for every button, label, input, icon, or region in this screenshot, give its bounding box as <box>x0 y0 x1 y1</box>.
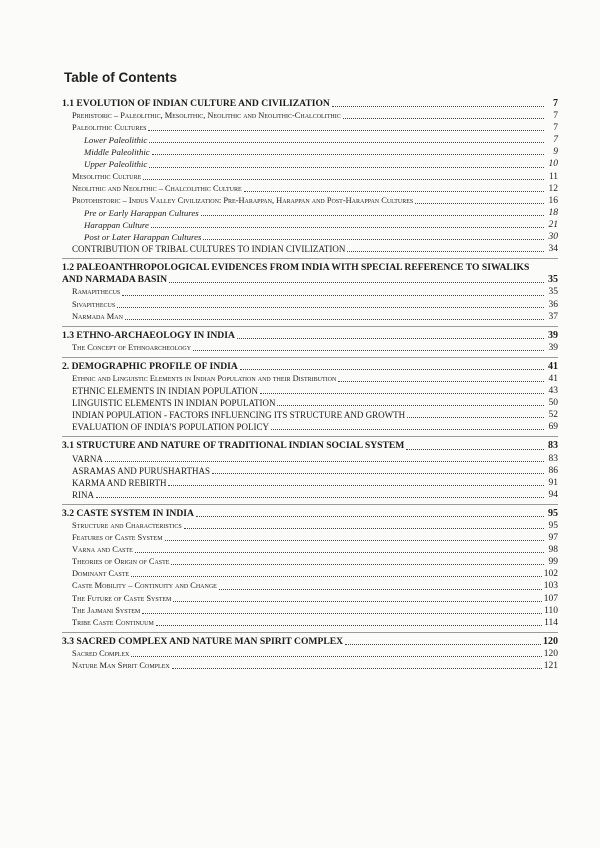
toc-entry-title: CONTRIBUTION OF TRIBAL CULTURES TO INDIAN CIVILIZATION <box>72 244 346 255</box>
toc-page-number: 39 <box>548 342 558 353</box>
toc-page-number: 7 <box>553 98 558 109</box>
dot-leader <box>415 203 544 204</box>
toc-subsub-entry[interactable] <box>62 134 558 146</box>
dot-leader <box>96 497 544 498</box>
dot-leader <box>152 154 544 155</box>
toc-page-number: 97 <box>548 533 558 544</box>
toc-heading-entry[interactable] <box>62 98 558 110</box>
toc-entry-title: Harappan Culture <box>84 219 149 230</box>
toc-entry-title: Prehistoric – Paleolithic, Mesolithic, Neolithic and Neolithic-Chalcolithic <box>72 111 341 121</box>
toc-heading-entry[interactable] <box>62 440 558 452</box>
toc-entry-title: ETHNIC ELEMENTS IN INDIAN POPULATION <box>72 386 258 397</box>
toc-entry-title: Upper Paleolithic <box>84 159 148 170</box>
toc-page-number: 121 <box>543 661 558 672</box>
toc-entry-title: Paleolithic Cultures <box>72 123 147 133</box>
dot-leader <box>148 130 544 131</box>
table-of-contents <box>62 98 558 672</box>
toc-page-number: 41 <box>548 373 558 384</box>
dot-leader <box>193 350 544 351</box>
toc-sub-entry[interactable] <box>62 556 558 568</box>
toc-sub-entry[interactable] <box>62 660 558 672</box>
toc-sub-entry[interactable] <box>62 605 558 617</box>
toc-page-number: 7 <box>553 135 558 146</box>
toc-page-number: 103 <box>543 581 558 592</box>
toc-page-number: 120 <box>543 648 558 659</box>
toc-sub-entry[interactable] <box>62 110 558 122</box>
toc-entry-title: EVALUATION OF INDIA'S POPULATION POLICY <box>72 422 269 433</box>
toc-entry-title: Structure and Characteristics <box>72 521 182 530</box>
toc-entry-title: 2. DEMOGRAPHIC PROFILE OF INDIA <box>62 360 238 372</box>
toc-page-number: 94 <box>548 489 558 500</box>
toc-entry-title: Post or Later Harappan Cultures <box>84 232 202 243</box>
dot-leader <box>201 215 544 216</box>
toc-entry-title: KARMA AND REBIRTH <box>72 477 167 488</box>
toc-entry-title: 3.3 SACRED COMPLEX AND NATURE MAN SPIRIT COMPLEX <box>62 635 344 647</box>
toc-entry-title: Lower Paleolithic <box>84 135 148 146</box>
toc-page-number: 11 <box>548 171 558 182</box>
toc-entry-title: Features of Caste System <box>72 533 163 543</box>
toc-sub-entry[interactable] <box>62 171 558 183</box>
dot-leader <box>332 106 544 107</box>
toc-sub-entry[interactable] <box>62 648 558 660</box>
toc-sub-entry[interactable] <box>62 580 558 592</box>
toc-page-number: 43 <box>548 386 558 397</box>
dot-leader <box>131 656 541 657</box>
dot-leader <box>407 417 544 418</box>
dot-leader <box>260 393 544 394</box>
toc-page-number: 30 <box>548 232 558 243</box>
dot-leader <box>172 668 542 669</box>
toc-entry-title: 1.1 EVOLUTION OF INDIAN CULTURE AND CIVILIZATION <box>62 98 330 109</box>
toc-sub-entry[interactable] <box>62 195 558 207</box>
toc-sub-entry[interactable] <box>62 520 558 532</box>
toc-sub-entry[interactable] <box>62 299 558 311</box>
toc-page-number: 102 <box>543 569 558 580</box>
dot-leader <box>143 179 544 180</box>
toc-page-number: 99 <box>548 557 558 568</box>
dot-leader <box>165 540 544 541</box>
toc-entry-title: VARNA <box>72 453 103 464</box>
toc-page-number: 83 <box>548 440 558 452</box>
toc-heading-line: 1.2 PALEOANTHROPOLOGICAL EVIDENCES FROM INDIA WITH SPECIAL REFERENCE TO SIWALIKS <box>62 262 530 274</box>
toc-sub-entry[interactable] <box>62 122 558 134</box>
toc-entry-title: Dominant Caste <box>72 569 130 579</box>
toc-entry-title: INDIAN POPULATION - FACTORS INFLUENCING ITS STRUCTURE AND GROWTH <box>72 410 406 421</box>
dot-leader <box>149 142 544 143</box>
toc-subsub-entry[interactable] <box>62 146 558 158</box>
dot-leader <box>125 319 544 320</box>
toc-entry-title: 1.3 ETHNO-ARCHAEOLOGY IN INDIA <box>62 329 235 341</box>
toc-sub-entry[interactable] <box>62 373 558 385</box>
toc-entry-title: LINGUISTIC ELEMENTS IN INDIAN POPULATION <box>72 398 276 409</box>
toc-page-number: 7 <box>553 123 558 134</box>
toc-entry-title: The Future of Caste System <box>72 593 172 603</box>
toc-page-number: 16 <box>548 195 558 206</box>
dot-leader <box>271 429 544 430</box>
toc-sub-entry[interactable] <box>62 243 558 255</box>
toc-sub-entry[interactable] <box>62 342 558 354</box>
toc-heading-entry[interactable] <box>62 361 558 373</box>
toc-page-number: 34 <box>548 244 558 255</box>
dot-leader <box>219 589 542 590</box>
dot-leader <box>149 167 544 168</box>
dot-leader <box>173 601 541 602</box>
toc-subsub-entry[interactable] <box>62 219 558 231</box>
toc-subsub-entry[interactable] <box>62 158 558 170</box>
toc-entry-title: Sivapithecus <box>72 299 116 309</box>
section-divider <box>62 632 558 633</box>
dot-leader <box>105 461 544 462</box>
toc-entry-title: Pre or Early Harappan Cultures <box>84 207 199 218</box>
toc-entry-title: 3.2 CASTE SYSTEM IN INDIA <box>62 507 194 519</box>
toc-page-number: 37 <box>548 311 558 322</box>
dot-leader <box>343 118 544 119</box>
toc-sub-entry[interactable] <box>62 397 558 409</box>
section-divider <box>62 326 558 327</box>
toc-page-number: 52 <box>548 410 558 421</box>
dot-leader <box>142 613 542 614</box>
toc-heading-entry[interactable] <box>62 508 558 520</box>
dot-leader <box>212 473 544 474</box>
toc-entry-title: The Jajmani System <box>72 605 141 615</box>
toc-page-number: 41 <box>548 360 558 372</box>
toc-entry-title: Varna and Caste <box>72 545 133 555</box>
toc-page-number: 36 <box>548 299 558 310</box>
toc-page-number: 95 <box>548 507 558 519</box>
dot-leader <box>168 485 544 486</box>
toc-sub-entry[interactable] <box>62 453 558 465</box>
toc-entry-title: Ethnic and Linguistic Elements in Indian Population and their Distribution <box>72 373 337 383</box>
toc-subsub-entry[interactable] <box>62 207 558 219</box>
toc-page-number: 9 <box>553 147 558 158</box>
toc-page-number: 18 <box>548 207 558 218</box>
dot-leader <box>338 381 544 382</box>
dot-leader <box>151 227 544 228</box>
dot-leader <box>196 516 544 517</box>
toc-page-number: 50 <box>548 398 558 409</box>
dot-leader <box>122 295 544 296</box>
toc-sub-entry[interactable] <box>62 532 558 544</box>
toc-sub-entry[interactable] <box>62 183 558 195</box>
page-title: Table of Contents <box>64 70 177 85</box>
toc-page-number: 110 <box>544 605 558 616</box>
section-divider <box>62 504 558 505</box>
toc-sub-entry[interactable] <box>62 544 558 556</box>
toc-entry-title: Mesolithic Culture <box>72 171 142 181</box>
section-divider <box>62 436 558 437</box>
toc-entry-title: Tribe Caste Continuum <box>72 617 154 627</box>
section-divider <box>62 258 558 259</box>
dot-leader <box>406 449 544 450</box>
toc-entry-title: Caste Mobility – Continuity and Change <box>72 581 217 591</box>
toc-sub-entry[interactable] <box>62 617 558 629</box>
toc-entry-title: Theories of Origin of Caste <box>72 557 170 567</box>
dot-leader <box>345 644 541 645</box>
dot-leader <box>117 307 544 308</box>
toc-page-number: 95 <box>548 521 558 531</box>
section-divider <box>62 357 558 358</box>
toc-page-number: 91 <box>548 477 558 488</box>
dot-leader <box>184 528 544 529</box>
toc-sub-entry[interactable] <box>62 593 558 605</box>
toc-entry-title: The Concept of Ethnoarcheology <box>72 342 192 352</box>
toc-page-number: 12 <box>548 183 558 194</box>
toc-sub-entry[interactable] <box>62 385 558 397</box>
toc-heading-entry[interactable] <box>62 274 558 286</box>
toc-entry-title: Protohistoric – Indus Valley Civilization: Pre-Harappan, Harappan and Post-Harappan Cultures <box>72 195 414 205</box>
dot-leader <box>237 338 544 339</box>
toc-page-number: 39 <box>548 329 558 341</box>
toc-page-number: 7 <box>553 111 558 122</box>
toc-page-number: 69 <box>548 422 558 433</box>
toc-page-number: 35 <box>548 274 558 286</box>
toc-page-number: 83 <box>548 453 558 464</box>
dot-leader <box>135 552 544 553</box>
toc-page-number: 120 <box>543 635 558 647</box>
toc-heading-entry[interactable] <box>62 636 558 648</box>
toc-sub-entry[interactable] <box>62 311 558 323</box>
toc-entry-title: Middle Paleolithic <box>84 147 150 158</box>
toc-heading-entry[interactable] <box>62 330 558 342</box>
dot-leader <box>171 564 544 565</box>
toc-sub-entry[interactable] <box>62 286 558 298</box>
toc-entry-title: AND NARMADA BASIN <box>62 274 168 286</box>
toc-page-number: 114 <box>544 617 558 628</box>
dot-leader <box>277 405 544 406</box>
toc-page-number: 10 <box>548 159 558 170</box>
toc-page-number: 98 <box>548 545 558 556</box>
toc-entry-title: RINA <box>72 489 94 500</box>
toc-subsub-entry[interactable] <box>62 231 558 243</box>
dot-leader <box>244 191 544 192</box>
dot-leader <box>240 369 544 370</box>
toc-entry-title: ASRAMAS AND PURUSHARTHAS <box>72 465 210 476</box>
toc-entry-title: 3.1 STRUCTURE AND NATURE OF TRADITIONAL INDIAN SOCIAL SYSTEM <box>62 440 405 452</box>
toc-page-number: 107 <box>543 593 558 604</box>
toc-sub-entry[interactable] <box>62 409 558 421</box>
dot-leader <box>203 239 544 240</box>
dot-leader <box>347 251 544 252</box>
toc-sub-entry[interactable] <box>62 421 558 433</box>
toc-entry-title: Nature Man Spirit Complex <box>72 661 170 671</box>
toc-entry-title: Neolithic and Neolithic – Chalcolithic Culture <box>72 183 242 193</box>
toc-page-number: 35 <box>548 287 558 298</box>
dot-leader <box>169 282 544 283</box>
toc-sub-entry[interactable] <box>62 477 558 489</box>
toc-entry-title: Sacred Complex <box>72 648 130 658</box>
dot-leader <box>131 576 542 577</box>
toc-sub-entry[interactable] <box>62 489 558 501</box>
toc-page-number: 86 <box>548 465 558 476</box>
dot-leader <box>156 625 542 626</box>
toc-sub-entry[interactable] <box>62 568 558 580</box>
toc-page-number: 21 <box>548 219 558 230</box>
toc-entry-title: Narmada Man <box>72 311 123 321</box>
toc-sub-entry[interactable] <box>62 465 558 477</box>
toc-entry-title: Ramapithecus <box>72 287 121 297</box>
